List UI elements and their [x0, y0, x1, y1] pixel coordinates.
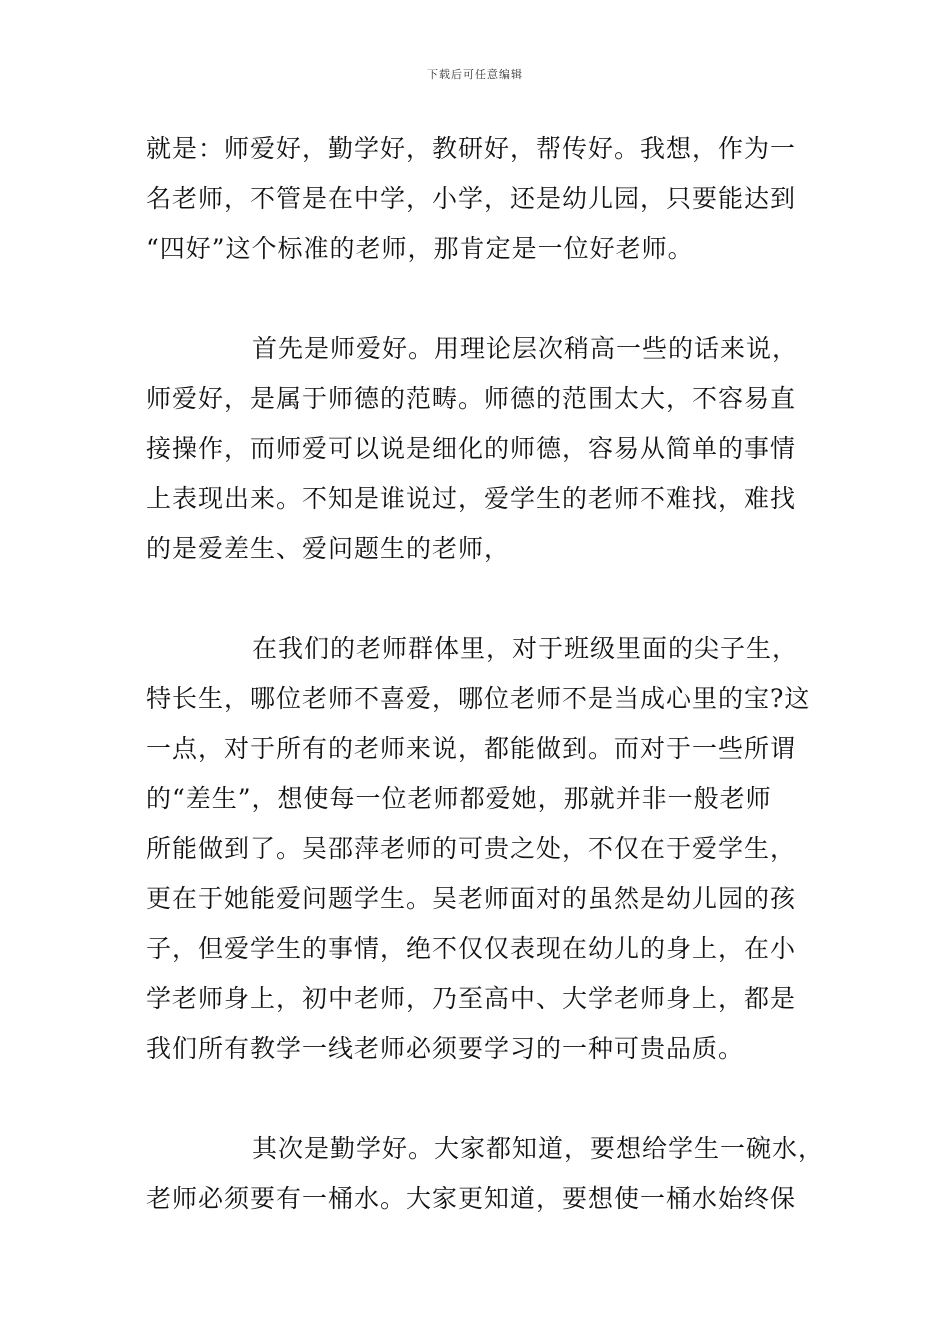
text-line: 名老师，不管是在中学，小学，还是幼儿园，只要能达到 [146, 184, 797, 213]
page-header: 下载后可任意编辑 [427, 68, 523, 81]
text-line: 特长生，哪位老师不喜爱，哪位老师不是当成心里的宝?这 [146, 684, 811, 713]
text-line: 更在于她能爱问题学生。吴老师面对的虽然是幼儿园的孩 [146, 884, 797, 913]
paragraph-gap [146, 1074, 818, 1124]
paragraph-1 [146, 124, 818, 274]
paragraph-gap [146, 574, 818, 624]
text-line: “四好”这个标准的老师，那肯定是一位好老师。 [146, 234, 694, 263]
document-body [146, 124, 825, 1224]
text-line: 我们所有教学一线老师必须要学习的一种可贵品质。 [146, 1034, 745, 1063]
paragraph-3 [146, 624, 818, 1074]
text-line: 一点，对于所有的老师来说，都能做到。而对于一些所谓 [146, 734, 797, 763]
paragraph-4 [146, 1124, 825, 1224]
text-line: 老师必须要有一桶水。大家更知道，要想使一桶水始终保 [146, 1184, 797, 1213]
text-line: 师爱好，是属于师德的范畴。师德的范围太大，不容易直 [146, 384, 797, 413]
paragraph-gap [146, 274, 818, 324]
paragraph-2 [146, 324, 818, 574]
text-line: 上表现出来。不知是谁说过，爱学生的老师不难找，难找 [146, 484, 797, 513]
text-line: 其次是勤学好。大家都知道，要想给学生一碗水， [252, 1134, 825, 1163]
text-line: 的“差生”，想使每一位老师都爱她，那就并非一般老师 [146, 784, 772, 813]
text-line: 子，但爱学生的事情，绝不仅仅表现在幼儿的身上，在小 [146, 934, 797, 963]
text-line: 接操作，而师爱可以说是细化的师德，容易从简单的事情 [146, 434, 797, 463]
text-line: 在我们的老师群体里，对于班级里面的尖子生， [252, 634, 799, 663]
text-line: 所能做到了。吴邵萍老师的可贵之处，不仅在于爱学生， [146, 834, 797, 863]
text-line: 的是爱差生、爱问题生的老师， [146, 534, 511, 563]
text-line: 就是：师爱好，勤学好，教研好，帮传好。我想，作为一 [146, 134, 797, 163]
text-line: 学老师身上，初中老师，乃至高中、大学老师身上，都是 [146, 984, 797, 1013]
text-line: 首先是师爱好。用理论层次稍高一些的话来说， [252, 334, 799, 363]
